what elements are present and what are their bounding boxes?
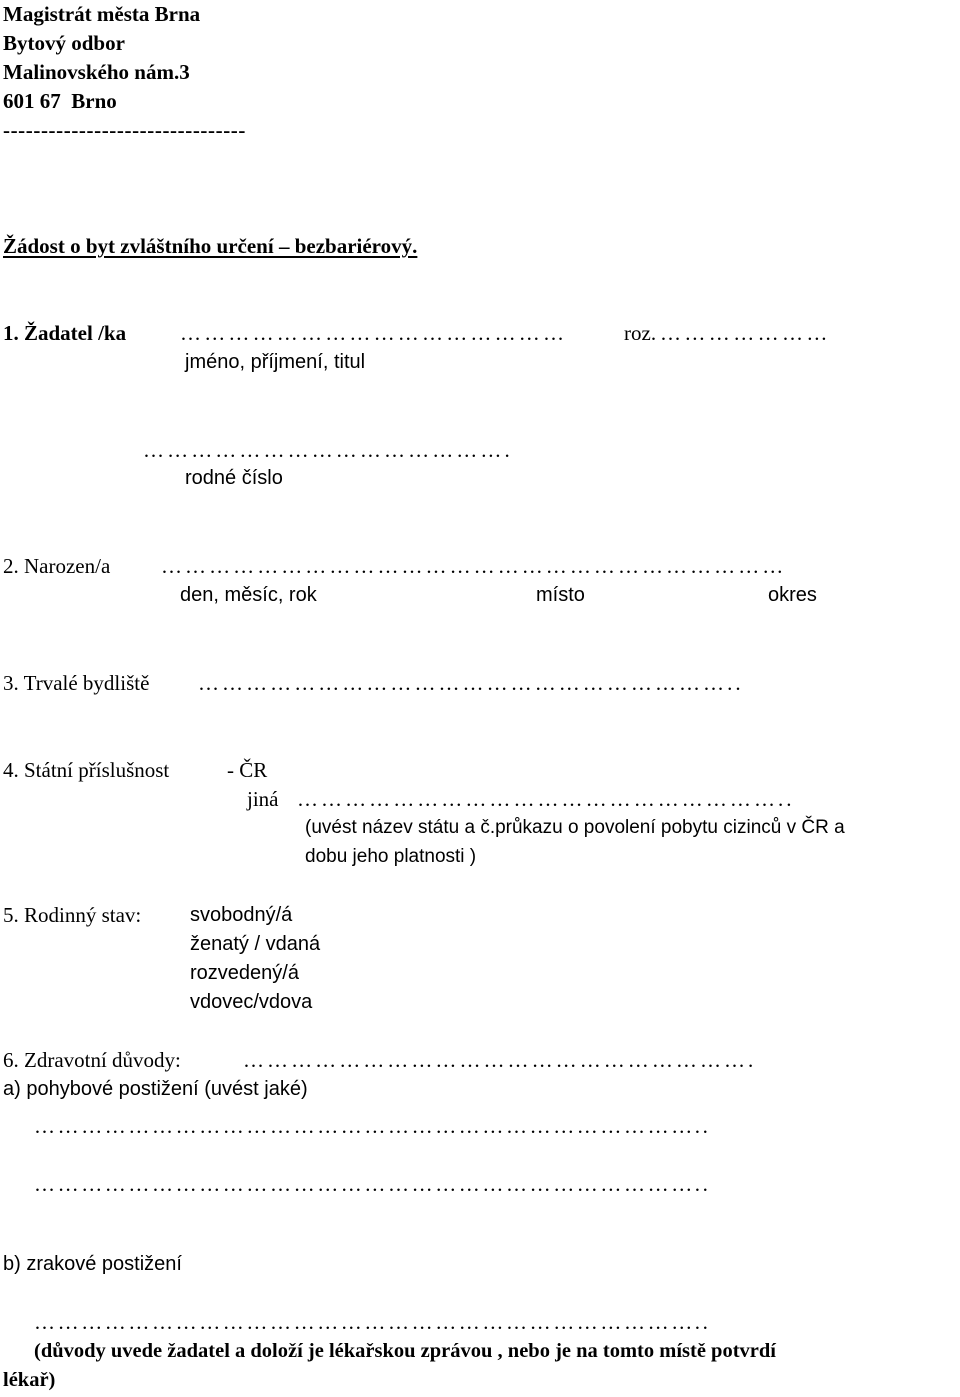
marital-option-married[interactable]: ženatý / vdaná — [190, 933, 321, 955]
section-4-label: 4. Státní příslušnost — [3, 758, 170, 782]
section-1-label: 1. Žadatel /ka — [3, 321, 127, 345]
citizenship-other-label: jiná — [247, 787, 279, 811]
address-street: Malinovského nám.3 — [3, 60, 190, 84]
citizenship-hint-line-1: (uvést název státu a č.průkazu o povolení pobytu cizinců v ČR a — [305, 817, 845, 838]
birth-district-hint: okres — [768, 584, 817, 606]
birth-number-dots[interactable]: ………………………………………. — [143, 438, 513, 462]
section-2-label: 2. Narozen/a — [3, 554, 111, 578]
name-field-dots[interactable]: ………………………………………… — [180, 321, 568, 345]
authority-name: Magistrát města Brna — [3, 2, 201, 26]
medical-note-line-2: lékař) — [3, 1369, 56, 1391]
birth-details-dots[interactable]: …………………………………………………………………… — [161, 554, 787, 578]
citizenship-hint-line-2: dobu jeho platnosti ) — [305, 846, 477, 867]
mobility-impairment-dots-1[interactable]: ………………………………………………………………………….. — [34, 1114, 711, 1138]
citizenship-cr-option: - ČR — [227, 758, 268, 782]
birth-date-hint: den, měsíc, rok — [180, 584, 317, 606]
birth-number-hint: rodné číslo — [185, 467, 283, 489]
birth-surname-dots[interactable]: ………………… — [660, 321, 831, 345]
birth-place-hint: místo — [536, 584, 585, 606]
page-title: Žádost o byt zvláštního určení – bezbariérový. — [3, 234, 418, 258]
birth-surname-label: roz. — [624, 321, 657, 345]
section-3-label: 3. Trvalé bydliště — [3, 671, 150, 695]
marital-option-single[interactable]: svobodný/á — [190, 904, 293, 926]
address-city: 601 67 Brno — [3, 89, 117, 113]
department-name: Bytový odbor — [3, 31, 125, 55]
marital-option-divorced[interactable]: rozvedený/á — [190, 962, 299, 984]
header-rule: -------------------------------- — [3, 118, 246, 142]
health-reasons-dots[interactable]: ………………………………………………………. — [243, 1048, 757, 1072]
medical-note-line-1: (důvody uvede žadatel a doloží je lékařskou zprávou , nebo je na tomto místě potvrdí — [34, 1340, 776, 1362]
name-field-hint: jméno, příjmení, titul — [185, 351, 366, 373]
section-5-label: 5. Rodinný stav: — [3, 903, 142, 927]
visual-impairment-dots[interactable]: ………………………………………………………………………….. — [34, 1310, 711, 1334]
citizenship-other-dots[interactable]: …………………………………………………….. — [297, 787, 795, 811]
marital-option-widowed[interactable]: vdovec/vdova — [190, 991, 313, 1013]
visual-impairment-label: b) zrakové postižení — [3, 1253, 182, 1275]
mobility-impairment-label: a) pohybové postižení (uvést jaké) — [3, 1078, 308, 1100]
section-6-label: 6. Zdravotní důvody: — [3, 1048, 181, 1072]
mobility-impairment-dots-2[interactable]: ………………………………………………………………………….. — [34, 1172, 711, 1196]
residence-dots[interactable]: ………………………………………………………….. — [198, 671, 744, 695]
